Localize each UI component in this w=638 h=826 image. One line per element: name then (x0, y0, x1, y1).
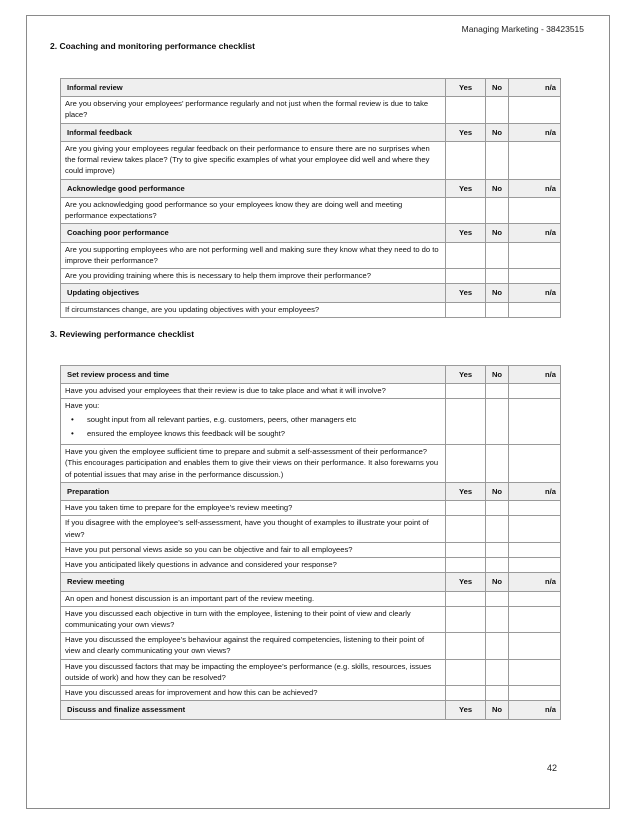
yes-checkbox-cell[interactable] (446, 633, 486, 659)
no-checkbox-cell[interactable] (486, 384, 509, 399)
no-column-label: No (486, 701, 509, 719)
bullet-text: sought input from all relevant parties, e.g. customers, peers, other managers etc (87, 414, 357, 424)
no-checkbox-cell[interactable] (486, 269, 509, 284)
group-heading: Informal review (61, 79, 446, 97)
na-column-label: n/a (509, 573, 561, 591)
no-checkbox-cell[interactable] (486, 659, 509, 685)
yes-checkbox-cell[interactable] (446, 659, 486, 685)
yes-column-label: Yes (446, 224, 486, 242)
na-column-label: n/a (509, 123, 561, 141)
no-checkbox-cell[interactable] (486, 501, 509, 516)
na-column-label: n/a (509, 366, 561, 384)
checklist-question: Have you put personal views aside so you can be objective and fair to all employees? (61, 542, 446, 557)
yes-column-label: Yes (446, 179, 486, 197)
group-heading: Review meeting (61, 573, 446, 591)
group-heading: Set review process and time (61, 366, 446, 384)
checklist-question: Have you discussed the employee’s behaviour against the required competencies, listening to their point of view and clearly communicating your own views? (61, 633, 446, 659)
checklist-row (61, 659, 561, 685)
group-header-updating-objectives (61, 284, 561, 302)
na-checkbox-cell[interactable] (509, 686, 561, 701)
document-header: Managing Marketing - 38423515 (461, 24, 584, 34)
na-checkbox-cell[interactable] (509, 269, 561, 284)
checklist-row (61, 197, 561, 223)
na-checkbox-cell[interactable] (509, 591, 561, 606)
yes-checkbox-cell[interactable] (446, 97, 486, 123)
yes-checkbox-cell[interactable] (446, 302, 486, 317)
checklist-question: Have you advised your employees that their review is due to take place and what it will involve? (61, 384, 446, 399)
group-header-informal-review (61, 79, 561, 97)
checklist-question: Are you giving your employees regular feedback on their performance to ensure there are no surprises when the formal review takes place? (Try to give specific examples of what your employee did well and where they could improve) (61, 141, 446, 179)
yes-column-label: Yes (446, 366, 486, 384)
checklist-question-with-bullets (61, 399, 446, 445)
yes-checkbox-cell[interactable] (446, 269, 486, 284)
group-heading: Discuss and finalize assessment (61, 701, 446, 719)
yes-column-label: Yes (446, 79, 486, 97)
group-heading: Acknowledge good performance (61, 179, 446, 197)
yes-checkbox-cell[interactable] (446, 501, 486, 516)
bullet-intro: Have you: (65, 401, 100, 411)
checklist-row (61, 302, 561, 317)
yes-checkbox-cell[interactable] (446, 197, 486, 223)
bullet-text: ensured the employee knows this feedback will be sought? (87, 428, 285, 438)
no-checkbox-cell[interactable] (486, 399, 509, 445)
checklist-question: Have you given the employee sufficient time to prepare and submit a self-assessment of their performance? (This encourages participation and enables them to give their views on their performance. It also forewarns you of potential issues that may arise in the performance discussion.) (61, 445, 446, 483)
checklist-row (61, 242, 561, 268)
no-checkbox-cell[interactable] (486, 542, 509, 557)
checklist-question: Are you acknowledging good performance so your employees know they are doing well and meeting performance expectations? (61, 197, 446, 223)
checklist-row (61, 384, 561, 399)
no-checkbox-cell[interactable] (486, 97, 509, 123)
checklist-row (61, 606, 561, 632)
na-checkbox-cell[interactable] (509, 558, 561, 573)
section-2-title: 2. Coaching and monitoring performance checklist (50, 41, 255, 51)
na-checkbox-cell[interactable] (509, 399, 561, 445)
no-checkbox-cell[interactable] (486, 141, 509, 179)
na-column-label: n/a (509, 701, 561, 719)
checklist-question: Have you discussed each objective in turn with the employee, listening to their point of view and clearly communicating your own views? (61, 606, 446, 632)
checklist-row (61, 591, 561, 606)
group-header-preparation (61, 482, 561, 500)
na-checkbox-cell[interactable] (509, 606, 561, 632)
bullet-item (65, 414, 441, 425)
checklist-row (61, 141, 561, 179)
section-3-title: 3. Reviewing performance checklist (50, 329, 195, 339)
no-checkbox-cell[interactable] (486, 633, 509, 659)
checklist-row (61, 97, 561, 123)
yes-checkbox-cell[interactable] (446, 445, 486, 483)
no-checkbox-cell[interactable] (486, 606, 509, 632)
no-column-label: No (486, 366, 509, 384)
na-checkbox-cell[interactable] (509, 633, 561, 659)
yes-checkbox-cell[interactable] (446, 606, 486, 632)
yes-checkbox-cell[interactable] (446, 516, 486, 542)
bullet-list (65, 414, 441, 439)
group-heading: Preparation (61, 482, 446, 500)
bullet-item (65, 428, 441, 439)
na-checkbox-cell[interactable] (509, 242, 561, 268)
na-column-label: n/a (509, 482, 561, 500)
na-checkbox-cell[interactable] (509, 659, 561, 685)
yes-column-label: Yes (446, 123, 486, 141)
yes-column-label: Yes (446, 482, 486, 500)
group-header-set-review-process (61, 366, 561, 384)
yes-checkbox-cell[interactable] (446, 242, 486, 268)
checklist-row (61, 558, 561, 573)
checklist-question: An open and honest discussion is an important part of the review meeting. (61, 591, 446, 606)
yes-checkbox-cell[interactable] (446, 558, 486, 573)
yes-column-label: Yes (446, 284, 486, 302)
group-header-coaching-poor-performance (61, 224, 561, 242)
group-header-acknowledge-good-performance (61, 179, 561, 197)
na-column-label: n/a (509, 224, 561, 242)
yes-checkbox-cell[interactable] (446, 542, 486, 557)
bullet-icon: • (71, 428, 74, 438)
no-checkbox-cell[interactable] (486, 197, 509, 223)
group-heading: Coaching poor performance (61, 224, 446, 242)
coaching-checklist-table (60, 78, 561, 318)
no-column-label: No (486, 573, 509, 591)
no-column-label: No (486, 79, 509, 97)
no-checkbox-cell[interactable] (486, 445, 509, 483)
yes-checkbox-cell[interactable] (446, 591, 486, 606)
page-number: 42 (547, 763, 558, 773)
no-column-label: No (486, 224, 509, 242)
na-checkbox-cell[interactable] (509, 97, 561, 123)
checklist-row (61, 445, 561, 483)
checklist-question: If circumstances change, are you updating objectives with your employees? (61, 302, 446, 317)
group-header-discuss-finalize (61, 701, 561, 719)
group-header-review-meeting (61, 573, 561, 591)
no-checkbox-cell[interactable] (486, 686, 509, 701)
checklist-row (61, 501, 561, 516)
yes-column-label: Yes (446, 573, 486, 591)
no-checkbox-cell[interactable] (486, 242, 509, 268)
checklist-row (61, 542, 561, 557)
no-column-label: No (486, 179, 509, 197)
checklist-question: Have you anticipated likely questions in advance and considered your response? (61, 558, 446, 573)
yes-checkbox-cell[interactable] (446, 399, 486, 445)
na-column-label: n/a (509, 284, 561, 302)
no-checkbox-cell[interactable] (486, 516, 509, 542)
no-checkbox-cell[interactable] (486, 591, 509, 606)
no-checkbox-cell[interactable] (486, 302, 509, 317)
checklist-question: If you disagree with the employee’s self-assessment, have you thought of examples to illustrate your point of view? (61, 516, 446, 542)
checklist-question: Are you providing training where this is necessary to help them improve their performance? (61, 269, 446, 284)
checklist-row (61, 269, 561, 284)
yes-checkbox-cell[interactable] (446, 384, 486, 399)
group-heading: Informal feedback (61, 123, 446, 141)
checklist-question: Have you discussed factors that may be impacting the employee’s performance (e.g. skills, resources, issues outside of work) and how they can be resolved? (61, 659, 446, 685)
checklist-question: Are you observing your employees’ performance regularly and not just when the formal review is due to take place? (61, 97, 446, 123)
na-checkbox-cell[interactable] (509, 445, 561, 483)
no-column-label: No (486, 284, 509, 302)
checklist-row (61, 399, 561, 445)
checklist-question: Are you supporting employees who are not performing well and making sure they know what they need to do to improve their performance? (61, 242, 446, 268)
group-header-informal-feedback (61, 123, 561, 141)
checklist-row (61, 516, 561, 542)
checklist-question: Have you taken time to prepare for the employee’s review meeting? (61, 501, 446, 516)
na-column-label: n/a (509, 179, 561, 197)
bullet-icon: • (71, 414, 74, 424)
na-checkbox-cell[interactable] (509, 384, 561, 399)
checklist-question: Have you discussed areas for improvement and how this can be achieved? (61, 686, 446, 701)
na-checkbox-cell[interactable] (509, 501, 561, 516)
no-column-label: No (486, 123, 509, 141)
yes-column-label: Yes (446, 701, 486, 719)
reviewing-checklist-table (60, 365, 561, 720)
yes-checkbox-cell[interactable] (446, 141, 486, 179)
no-column-label: No (486, 482, 509, 500)
group-heading: Updating objectives (61, 284, 446, 302)
yes-checkbox-cell[interactable] (446, 686, 486, 701)
na-checkbox-cell[interactable] (509, 516, 561, 542)
na-checkbox-cell[interactable] (509, 542, 561, 557)
checklist-row (61, 686, 561, 701)
na-checkbox-cell[interactable] (509, 141, 561, 179)
checklist-row (61, 633, 561, 659)
na-checkbox-cell[interactable] (509, 197, 561, 223)
na-column-label: n/a (509, 79, 561, 97)
na-checkbox-cell[interactable] (509, 302, 561, 317)
no-checkbox-cell[interactable] (486, 558, 509, 573)
